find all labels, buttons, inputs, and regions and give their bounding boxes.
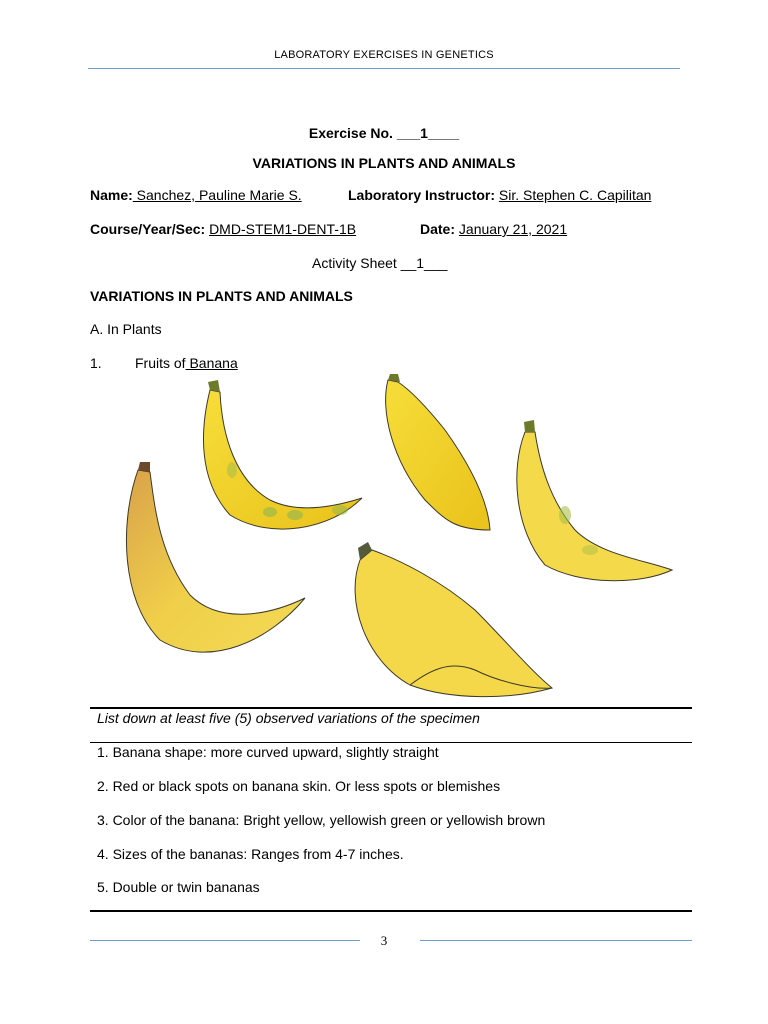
instructor-label: Laboratory Instructor: — [348, 187, 496, 203]
name-value: Sanchez, Pauline Marie S. — [132, 187, 302, 203]
item-text — [135, 355, 238, 371]
subsection-label: A. In Plants — [90, 321, 162, 337]
list-item: 5. Double or twin bananas — [97, 879, 260, 895]
list-item: 1. Banana shape: more curved upward, slightly straight — [97, 744, 439, 760]
instructor-value: Sir. Stephen C. Capilitan — [498, 187, 652, 203]
banana-illustration — [110, 370, 690, 705]
header-divider — [88, 68, 680, 69]
list-item: 4. Sizes of the bananas: Ranges from 4-7 inches. — [97, 846, 404, 862]
table-bottom-rule — [90, 910, 692, 912]
banana-2 — [386, 374, 490, 530]
activity-sheet-label: Activity Sheet __1___ — [312, 255, 448, 271]
date-value: January 21, 2021 — [458, 221, 568, 237]
date-label: Date: — [420, 221, 456, 237]
exercise-number: Exercise No. ___1____ — [308, 125, 460, 141]
banana-1 — [203, 380, 362, 529]
date-field — [420, 221, 567, 237]
page-number: 3 — [380, 933, 388, 948]
exercise-title: VARIATIONS IN PLANTS AND ANIMALS — [252, 155, 516, 171]
course-label: Course/Year/Sec: — [90, 221, 206, 237]
course-field — [90, 221, 356, 237]
list-item: 3. Color of the banana: Bright yellow, yellowish green or yellowish brown — [97, 812, 546, 828]
item-number: 1. — [90, 355, 102, 371]
course-value: DMD-STEM1-DENT-1B — [209, 221, 357, 237]
footer-rule-right — [420, 940, 692, 941]
table-top-rule — [90, 707, 692, 709]
name-field — [90, 187, 302, 203]
page-header-title: LABORATORY EXERCISES IN GENETICS — [274, 49, 494, 61]
item-text-value: Banana — [185, 355, 238, 371]
list-item: 2. Red or black spots on banana skin. Or less spots or blemishes — [97, 778, 501, 794]
item-text-label: Fruits of — [135, 355, 186, 371]
banana-3 — [517, 420, 672, 581]
banana-5 — [355, 542, 552, 697]
table-heading: List down at least five (5) observed variations of the specimen — [97, 710, 480, 726]
section-title: VARIATIONS IN PLANTS AND ANIMALS — [90, 288, 353, 304]
name-label: Name: — [90, 187, 133, 203]
table-header-rule — [90, 742, 692, 743]
instructor-field — [348, 187, 651, 203]
